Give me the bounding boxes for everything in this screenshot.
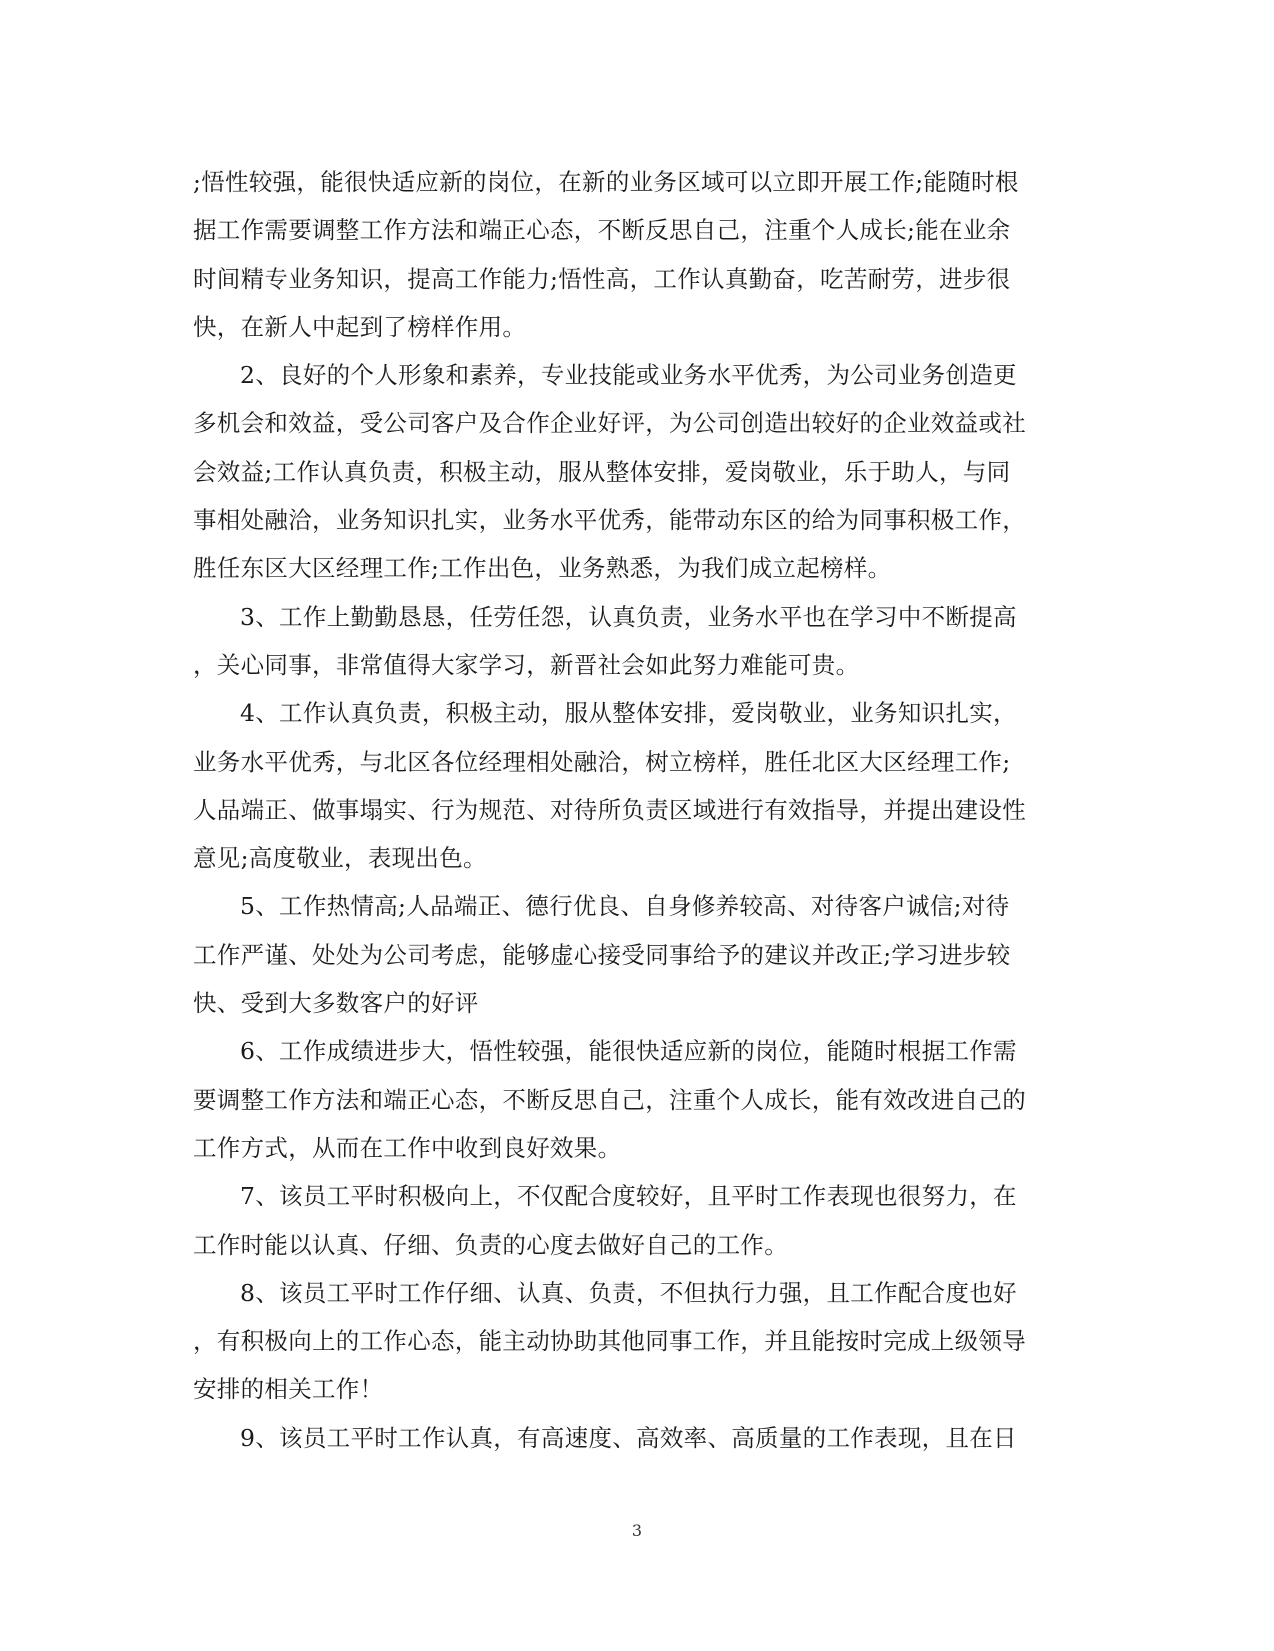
paragraph-first-line: 5、工作热情高;人品端正、德行优良、自身修养较高、对待客户诚信;对待 — [240, 892, 1010, 921]
body-text — [193, 158, 1073, 1462]
paragraph-line: 人品端正、做事塌实、行为规范、对待所负责区域进行有效指导，并提出建设性 — [193, 795, 1026, 824]
paragraph-line: 业务水平优秀，与北区各位经理相处融洽，树立榜样，胜任北区大区经理工作; — [193, 747, 1011, 776]
paragraph-first-line: 7、该员工平时积极向上，不仅配合度较好，且平时工作表现也很努力，在 — [240, 1182, 1017, 1211]
paragraph-line: 要调整工作方法和端正心态，不断反思自己，注重个人成长，能有效改进自己的 — [193, 1085, 1026, 1114]
paragraph-line: 会效益;工作认真负责，积极主动，服从整体安排，爱岗敬业，乐于助人，与同 — [193, 457, 1011, 486]
page-number: 3 — [631, 1521, 643, 1540]
paragraph-line: 工作严谨、处处为公司考虑，能够虚心接受同事给予的建议并改正;学习进步较 — [193, 940, 1011, 969]
paragraph-line: 安排的相关工作！ — [193, 1375, 384, 1404]
paragraph-line: 快、受到大多数客户的好评 — [193, 989, 479, 1018]
paragraph-line: 时间精专业务知识，提高工作能力;悟性高，工作认真勤奋，吃苦耐劳，进步很 — [193, 264, 1011, 293]
paragraph-first-line: 8、该员工平时工作仔细、认真、负责，不但执行力强，且工作配合度也好 — [240, 1278, 1017, 1307]
paragraph-line: 工作方式，从而在工作中收到良好效果。 — [193, 1133, 622, 1162]
paragraph-line: ，有积极向上的工作心态，能主动协助其他同事工作，并且能按时完成上级领导 — [193, 1327, 1026, 1356]
paragraph-line: 据工作需要调整工作方法和端正心态，不断反思自己，注重个人成长;能在业余 — [193, 216, 1011, 245]
paragraph-line: 胜任东区大区经理工作;工作出色，业务熟悉，为我们成立起榜样。 — [193, 554, 892, 583]
paragraph-line: 意见;高度敬业，表现出色。 — [193, 844, 487, 873]
paragraph-line: 工作时能以认真、仔细、负责的心度去做好自己的工作。 — [193, 1230, 788, 1259]
paragraph-line: 快，在新人中起到了榜样作用。 — [193, 312, 527, 341]
paragraph-first-line: 6、工作成绩进步大，悟性较强，能很快适应新的岗位，能随时根据工作需 — [240, 1037, 1017, 1066]
paragraph-line: ，关心同事，非常值得大家学习，新晋社会如此努力难能可贵。 — [193, 650, 860, 679]
paragraph-line: 多机会和效益，受公司客户及合作企业好评，为公司创造出较好的企业效益或社 — [193, 409, 1026, 438]
paragraph-first-line: 3、工作上勤勤恳恳，任劳任怨，认真负责，业务水平也在学习中不断提高 — [240, 602, 1017, 631]
paragraph-first-line: 9、该员工平时工作认真，有高速度、高效率、高质量的工作表现，且在日 — [240, 1423, 1017, 1452]
paragraph-first-line: 2、良好的个人形象和素养，专业技能或业务水平优秀，为公司业务创造更 — [240, 361, 1017, 390]
paragraph-line: 事相处融洽，业务知识扎实，业务水平优秀，能带动东区的给为同事积极工作， — [193, 506, 1026, 535]
paragraph-line: ;悟性较强，能很快适应新的岗位，在新的业务区域可以立即开展工作;能随时根 — [193, 168, 1019, 196]
paragraph-first-line: 4、工作认真负责，积极主动，服从整体安排，爱岗敬业，业务知识扎实， — [240, 699, 1017, 728]
